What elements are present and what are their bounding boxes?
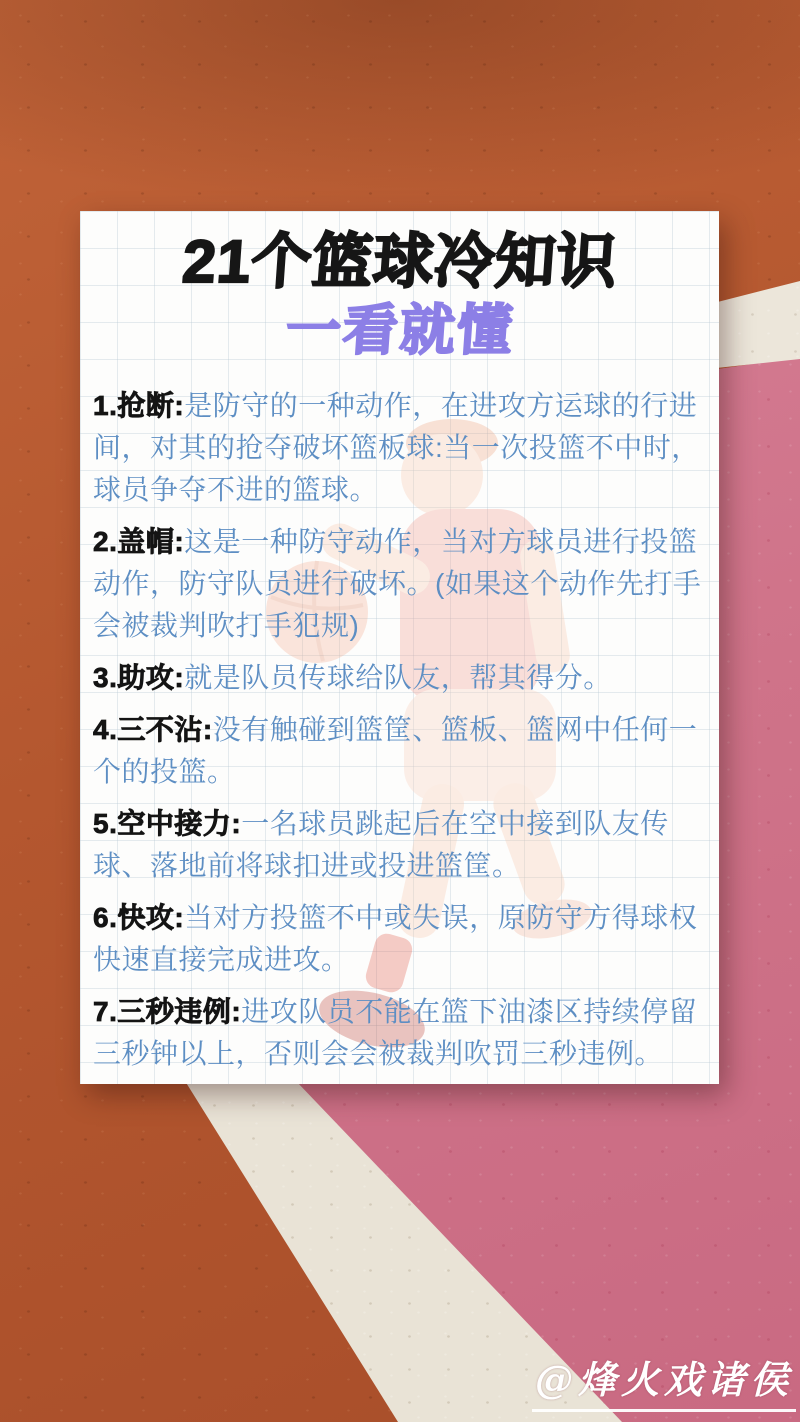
item-definition: 是防守的一种动作，在进攻方运球的行进间，对其的抢夺破坏篮板球:当一次投篮不中时，球员争夺不进的篮球。 [93,390,700,505]
item-term: 7.三秒违例: [93,996,242,1027]
item-definition: 这是一种防守动作，当对方球员进行投篮动作，防守队员进行破坏。(如果这个动作先打手会被裁判吹打手犯规) [93,526,702,641]
item-definition: 没有触碰到篮筐、篮板、篮网中任何一个的投篮。 [93,714,698,787]
list-item-block [93,521,707,647]
list-item-assist [93,657,707,699]
card-content [80,211,719,1075]
item-term: 1.抢断: [93,390,185,421]
item-definition: 进攻队员不能在篮下油漆区持续停留三秒钟以上，否则会会被裁判吹罚三秒违例。 [93,996,698,1069]
list-item-steal [93,385,707,511]
item-definition: 就是队员传球给队友，帮其得分。 [184,662,612,693]
item-definition: 一名球员跳起后在空中接到队友传球、落地前将球扣进或投进篮筐。 [93,808,669,881]
item-term: 3.助攻: [93,662,185,693]
author-watermark: @烽火戏诸侯 [532,1349,796,1412]
info-card [80,211,719,1084]
list-item-airball [93,709,707,793]
item-term: 6.快攻: [93,902,185,933]
item-term: 4.三不沾: [93,714,213,745]
list-item-three-seconds [93,991,707,1075]
item-definition: 当对方投篮不中或失误，原防守方得球权快速直接完成进攻。 [93,902,698,975]
list-item-fastbreak [93,897,707,981]
item-term: 5.空中接力: [93,808,242,839]
poster-title: 21个篮球冷知识 [180,228,620,295]
list-item-alley-oop [93,803,707,887]
poster-subtitle: 一看就懂 [283,299,517,361]
item-term: 2.盖帽: [93,526,185,557]
